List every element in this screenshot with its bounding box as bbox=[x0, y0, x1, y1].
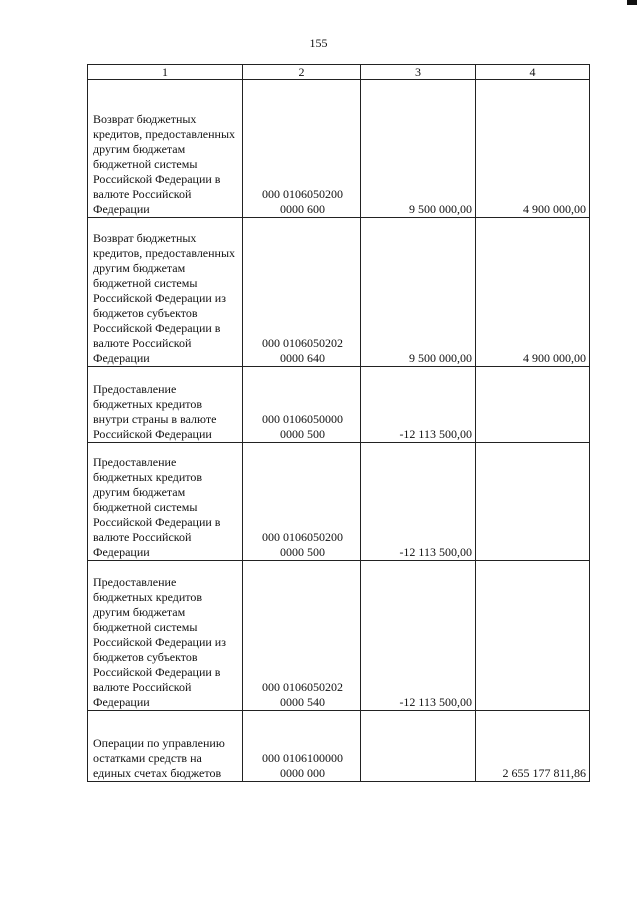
code-line-1: 000 0106050202 bbox=[262, 680, 343, 694]
row-code bbox=[243, 80, 361, 218]
corner-scan-mark bbox=[627, 0, 637, 5]
code-line-1: 000 0106050202 bbox=[262, 336, 343, 350]
column-header-2: 2 bbox=[243, 65, 361, 80]
table-row bbox=[88, 561, 590, 711]
row-name: Возврат бюджетных кредитов, предоставленных другим бюджетам бюджетной системы Российской Федерации в валюте Российской Федерации bbox=[88, 80, 243, 218]
table-row bbox=[88, 443, 590, 561]
row-code bbox=[243, 218, 361, 367]
row-name: Возврат бюджетных кредитов, предоставленных другим бюджетам бюджетной системы Российской Федерации из бюджетов субъектов Российской Федерации в валюте Российской Федерации bbox=[88, 218, 243, 367]
budget-table bbox=[87, 64, 590, 782]
row-value-col4: 4 900 000,00 bbox=[476, 218, 590, 367]
code-line-2: 0000 000 bbox=[280, 766, 325, 780]
column-header-3: 3 bbox=[361, 65, 476, 80]
code-line-2: 0000 500 bbox=[280, 545, 325, 559]
table-row bbox=[88, 711, 590, 782]
code-line-2: 0000 500 bbox=[280, 427, 325, 441]
row-code bbox=[243, 711, 361, 782]
header-row bbox=[88, 65, 590, 80]
row-code bbox=[243, 367, 361, 443]
row-code bbox=[243, 443, 361, 561]
code-line-2: 0000 600 bbox=[280, 202, 325, 216]
row-value-col3: -12 113 500,00 bbox=[361, 443, 476, 561]
column-header-4: 4 bbox=[476, 65, 590, 80]
row-name: Предоставление бюджетных кредитов внутри страны в валюте Российской Федерации bbox=[88, 367, 243, 443]
table-row bbox=[88, 367, 590, 443]
row-code bbox=[243, 561, 361, 711]
row-value-col4: 4 900 000,00 bbox=[476, 80, 590, 218]
row-value-col3: 9 500 000,00 bbox=[361, 80, 476, 218]
page-number: 155 bbox=[309, 36, 328, 50]
row-value-col3: 9 500 000,00 bbox=[361, 218, 476, 367]
row-value-col3 bbox=[361, 711, 476, 782]
row-name: Операции по управлению остатками средств на единых счетах бюджетов bbox=[88, 711, 243, 782]
code-line-2: 0000 540 bbox=[280, 695, 325, 709]
code-line-2: 0000 640 bbox=[280, 351, 325, 365]
row-value-col3: -12 113 500,00 bbox=[361, 367, 476, 443]
row-value-col4 bbox=[476, 367, 590, 443]
row-value-col4: 2 655 177 811,86 bbox=[476, 711, 590, 782]
code-line-1: 000 0106050000 bbox=[262, 412, 343, 426]
code-line-1: 000 0106050200 bbox=[262, 530, 343, 544]
row-value-col4 bbox=[476, 443, 590, 561]
row-value-col3: -12 113 500,00 bbox=[361, 561, 476, 711]
table-row bbox=[88, 218, 590, 367]
row-name: Предоставление бюджетных кредитов другим бюджетам бюджетной системы Российской Федерации из бюджетов субъектов Российской Федерации в валюте Российской Федерации bbox=[88, 561, 243, 711]
row-name: Предоставление бюджетных кредитов другим бюджетам бюджетной системы Российской Федерации в валюте Российской Федерации bbox=[88, 443, 243, 561]
table-row bbox=[88, 80, 590, 218]
code-line-1: 000 0106100000 bbox=[262, 751, 343, 765]
row-value-col4 bbox=[476, 561, 590, 711]
code-line-1: 000 0106050200 bbox=[262, 187, 343, 201]
column-header-1: 1 bbox=[88, 65, 243, 80]
